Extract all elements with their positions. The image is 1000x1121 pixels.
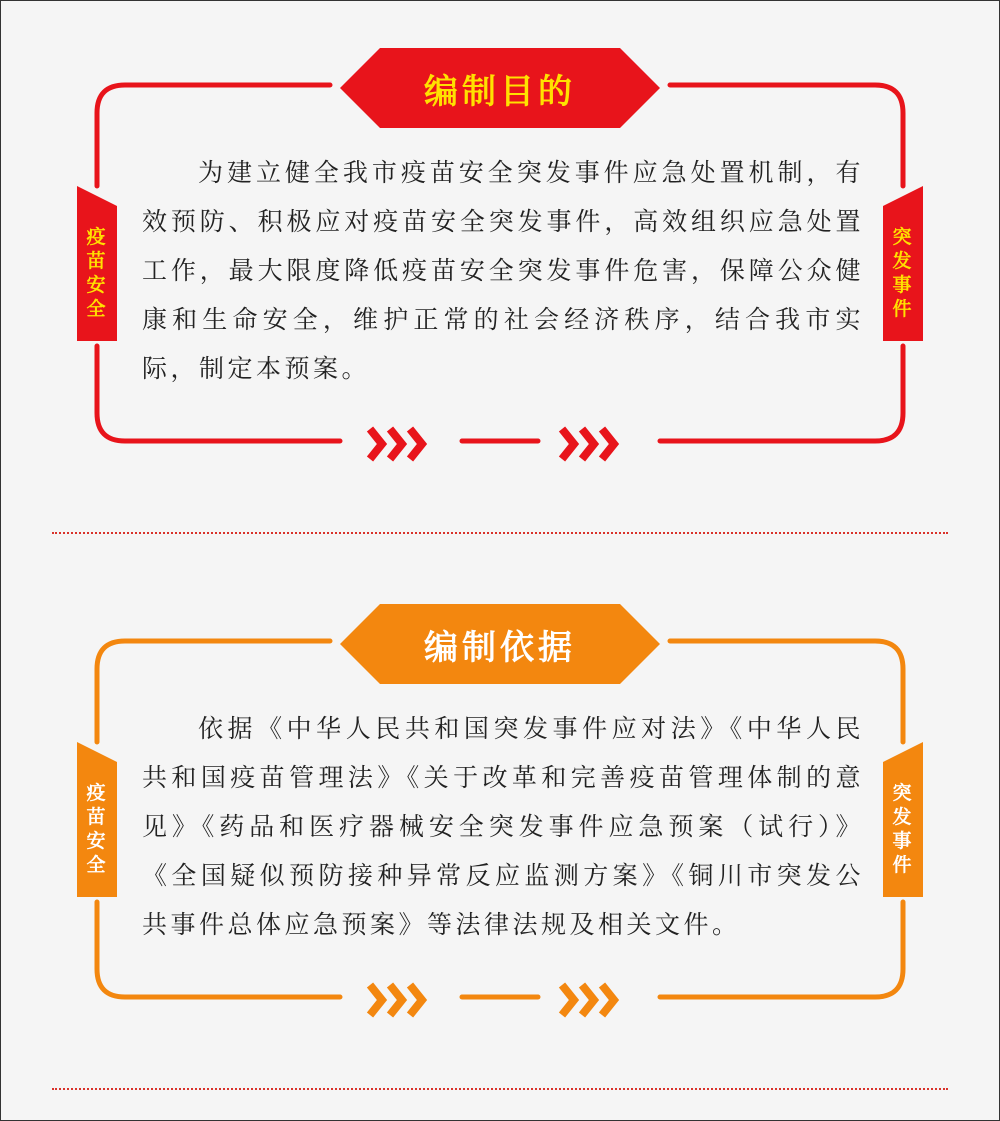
tag-char: 苗 [86,250,106,272]
dotted-divider [52,1088,948,1090]
right-side-tag [883,203,921,343]
dotted-divider [52,532,948,534]
tag-char: 安 [86,830,106,852]
tag-char: 发 [892,250,912,272]
tag-char: 全 [86,854,106,876]
tag-char: 苗 [86,806,106,828]
section-body-text: 为建立健全我市疫苗安全突发事件应急处置机制，有效预防、积极应对疫苗安全突发事件，高效组织应急处置工作，最大限度降低疫苗安全突发事件危害，保障公众健康和生命安全，维护正常的社会经济秩序，结合我市实际，制定本预案。 [142,158,864,383]
tag-char: 安 [86,274,106,296]
tag-char: 疫 [86,782,106,804]
tag-char: 事 [892,830,912,852]
tag-char: 疫 [86,226,106,248]
tag-char: 发 [892,806,912,828]
tag-char: 件 [892,298,912,320]
tag-char: 突 [892,782,912,804]
section-title: 编制依据 [424,627,576,668]
left-side-tag [77,759,115,899]
section-basis [0,604,1000,1074]
tag-char: 全 [86,298,106,320]
section-purpose [0,48,1000,518]
tag-char: 事 [892,274,912,296]
right-side-tag [883,759,921,899]
tag-char: 突 [892,226,912,248]
section-body-text: 依据《中华人民共和国突发事件应对法》《中华人民共和国疫苗管理法》《关于改革和完善疫苗管理体制的意见》《药品和医疗器械安全突发事件应急预案（试行）》《全国疑似预防接种异常反应监测方案》《铜川市突发公共事件总体应急预案》等法律法规及相关文件。 [142,714,864,939]
left-side-tag [77,203,115,343]
tag-char: 件 [892,854,912,876]
section-title: 编制目的 [424,71,576,112]
